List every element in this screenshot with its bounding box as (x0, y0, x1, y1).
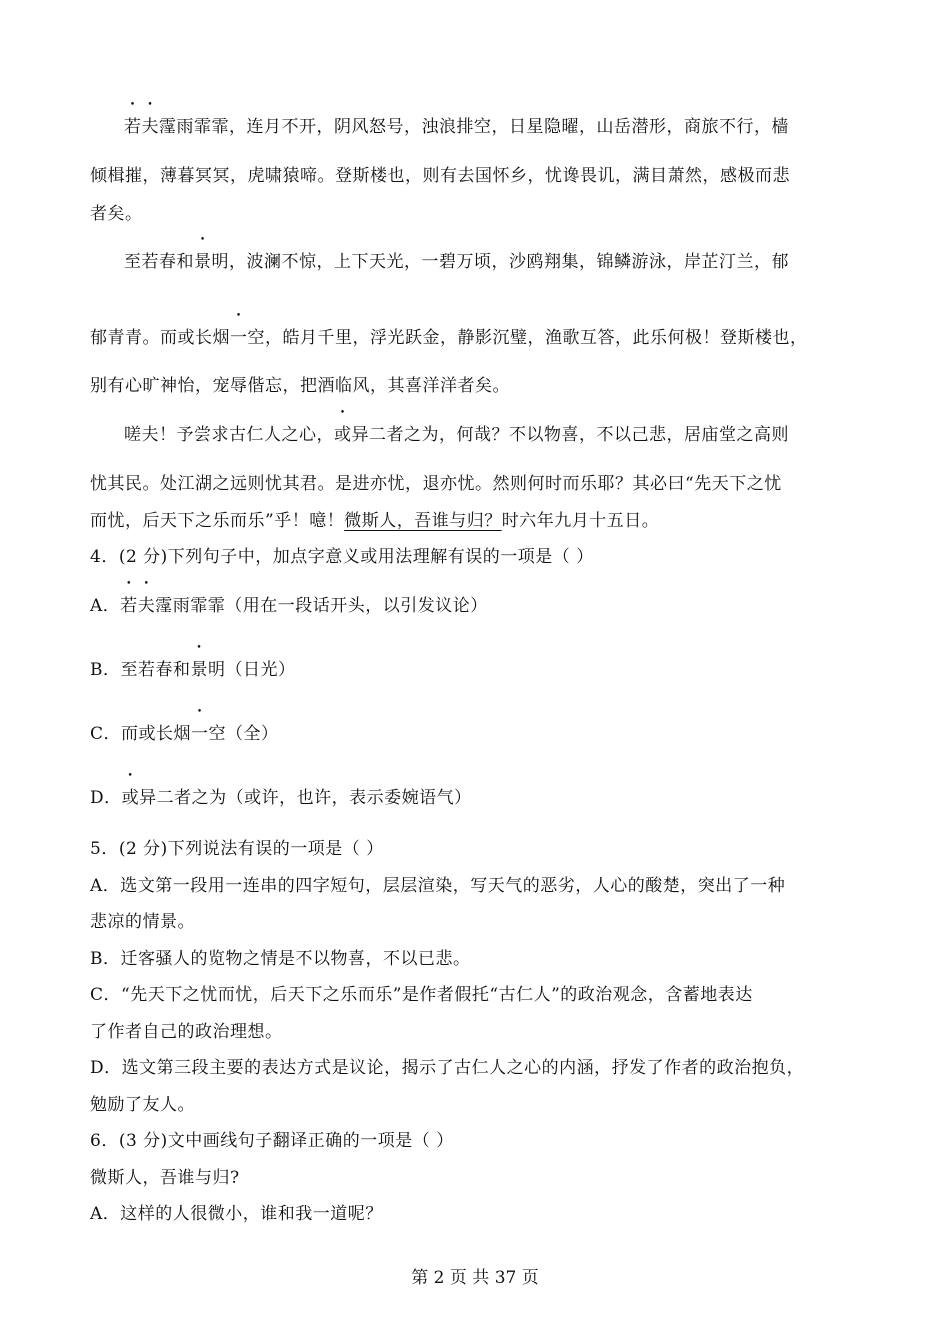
q5-option-c-line2: 了作者自己的政治理想。 (90, 1022, 283, 1042)
passage-text: 明，波澜不惊，上下天光，一碧万顷，沙鸥翔集，锦鳞游泳，岸芷汀兰，郁 (211, 252, 789, 272)
q5-option-d-line1: D．选文第三段主要的表达方式是议论，揭示了古仁人之心的内涵，抒发了作者的政治抱负， (90, 1058, 805, 1078)
emphasis-dot-char: 夫 (141, 117, 159, 137)
emphasis-dot-char: 或 (121, 788, 140, 808)
page-footer: 第 2 页 共 37 页 (411, 1268, 539, 1288)
option-text: B．至若春和 (90, 660, 191, 680)
q5-option-c-line1: C．“先天下之忧而忧，后天下之乐而乐”是作者假托“古仁人”的政治观念，含蓄地表达 (90, 985, 753, 1005)
q5-option-a-line1: A．选文第一段用一连串的四字短句，层层渲染，写天气的恶劣，人心的酸楚，突出了一种 (90, 876, 786, 896)
passage-text: 而忧，后天下之乐而乐”乎！噫！ (90, 511, 345, 531)
q6-stem: 6．(3 分)文中画线句子翻译正确的一项是（ ） (90, 1131, 454, 1151)
q4-option-c (90, 722, 870, 746)
passage-p3-line1 (124, 423, 904, 447)
q5-option-d-line2: 勉励了友人。 (90, 1095, 195, 1115)
underlined-sentence: 微斯人，吾谁与归？ (344, 511, 502, 531)
passage-text: 霪雨霏霏，连月不开，阴风怒号，浊浪排空，日星隐曜，山岳潜形，商旅不行，樯 (159, 117, 789, 137)
passage-text: 时六年九月十五日。 (501, 511, 660, 531)
option-label: A． (90, 596, 121, 616)
q6-sentence: 微斯人，吾谁与归? (90, 1168, 240, 1188)
q4-stem: 4．(2 分)下列句子中，加点字意义或用法理解有误的一项是（ ） (90, 547, 594, 567)
emphasis-dot-char: 或 (334, 425, 352, 445)
passage-p3-line2: 忧其民。处江湖之远则忧其君。是进亦忧，退亦忧。然则何时而乐耶？其必曰“先天下之忧 (90, 474, 782, 494)
q4-option-b (90, 658, 870, 682)
passage-p2-line1 (124, 250, 904, 274)
emphasis-dot-char: 若 (124, 117, 142, 137)
passage-p1-line3: 者矣。 (90, 204, 143, 224)
passage-p2-line2 (90, 326, 870, 350)
passage-text: 至若春和 (124, 252, 194, 272)
passage-text: 嗟夫！予尝求古仁人之心， (124, 425, 334, 445)
passage-text: 异二者之为，何哉？不以物喜，不以己悲，居庙堂之高则 (351, 425, 789, 445)
passage-p2-line3: 别有心旷神怡，宠辱偕忘，把酒临风，其喜洋洋者矣。 (90, 376, 510, 396)
option-text: 异二者之为（或许，也许，表示委婉语气） (139, 788, 472, 808)
emphasis-dot-char: 一 (230, 328, 248, 348)
q5-option-b: B．迁客骚人的览物之情是不以物喜，不以已悲。 (90, 949, 471, 969)
passage-p1-line1 (124, 115, 904, 139)
q5-option-a-line2: 悲凉的情景。 (90, 912, 195, 932)
emphasis-dot-char: 景 (194, 252, 212, 272)
q4-option-d (90, 786, 870, 810)
passage-p3-line3 (90, 509, 870, 533)
option-text: 空（全） (208, 724, 279, 744)
option-text: 明（日光） (208, 660, 296, 680)
emphasis-dot-char: 若 (120, 596, 138, 616)
emphasis-dot-char: 景 (190, 660, 208, 680)
passage-p1-line2: 倾楫摧，薄暮冥冥，虎啸猿啼。登斯楼也，则有去国怀乡，忧谗畏讥，满目萧然，感极而悲 (90, 166, 790, 186)
option-label: D． (90, 788, 122, 808)
passage-text: 郁青青。而或长烟 (90, 328, 230, 348)
emphasis-dot-char: 夫 (137, 596, 156, 616)
q5-stem: 5．(2 分)下列说法有误的一项是（ ） (90, 839, 384, 859)
q4-option-a (90, 594, 870, 618)
emphasis-dot-char: 一 (191, 724, 209, 744)
option-text: 霪雨霏霏（用在一段话开头，以引发议论） (155, 596, 488, 616)
option-text: C．而或长烟 (90, 724, 192, 744)
q6-option-a: A．这样的人很微小，谁和我一道呢？ (90, 1204, 383, 1224)
passage-text: 空，皓月千里，浮光跃金，静影沉璧，渔歌互答，此乐何极！登斯楼也， (247, 328, 808, 348)
